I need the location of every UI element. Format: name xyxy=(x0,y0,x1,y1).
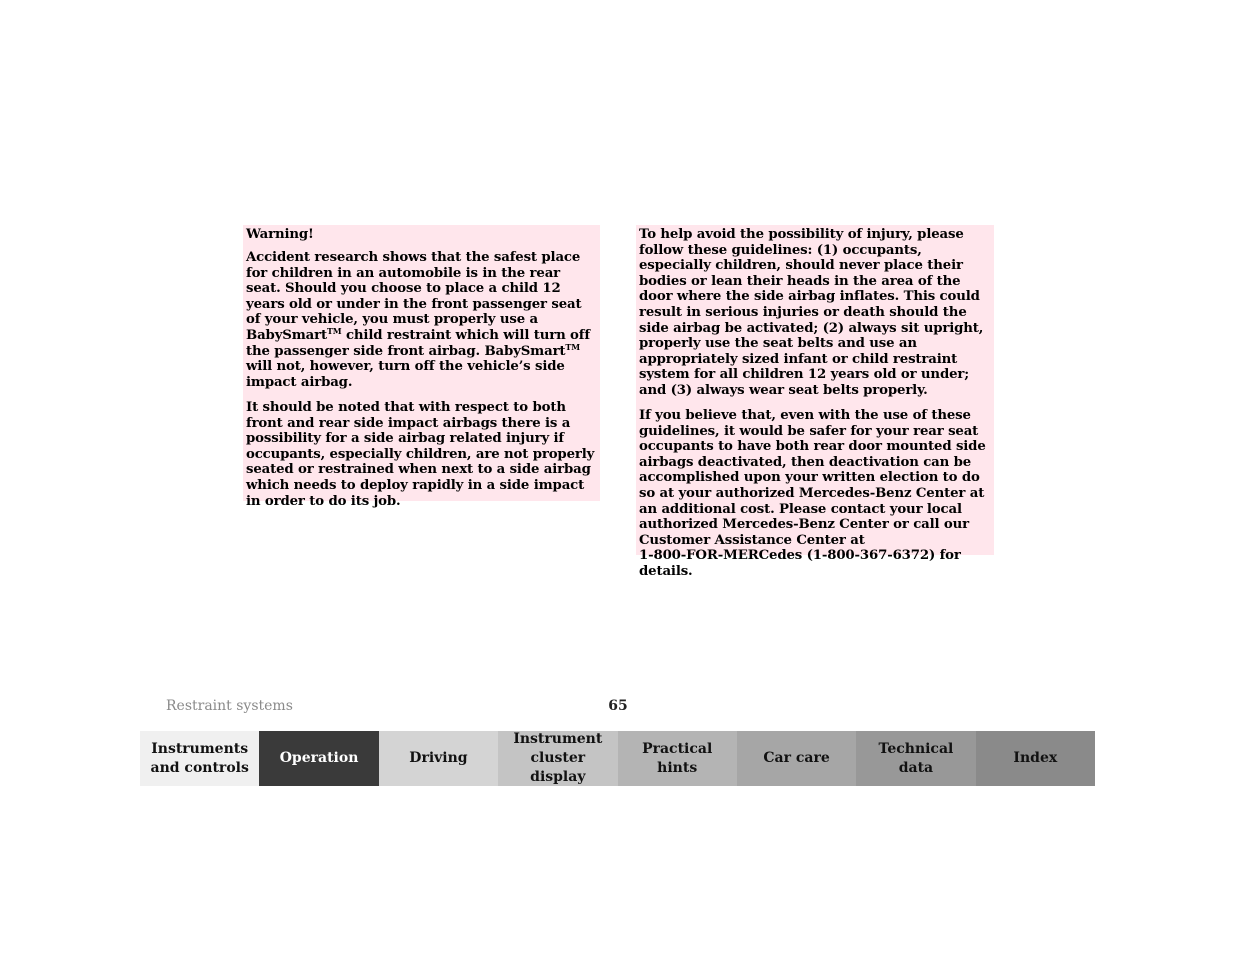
warning-paragraph-1: Accident research shows that the safest place for children in an automobile is in the rear seat. Should you choose to place a child 12 years old or under in the front passenger seat of your vehicle, you must properly use a BabySmart™ child restraint which will turn off the passenger side front airbag. BabySmart™ will not, however, turn off the vehicle’s side impact airbag. xyxy=(246,250,590,390)
chapter-tab-bar xyxy=(140,731,1095,786)
warning-heading: Warning! xyxy=(246,227,314,242)
warning-box xyxy=(243,225,600,509)
guidelines-box xyxy=(636,225,994,579)
tab-practical-hints[interactable]: Practical hints xyxy=(618,731,737,786)
tab-operation[interactable]: Operation xyxy=(259,731,378,786)
trademark-mark: TM xyxy=(565,341,580,352)
tab-index[interactable]: Index xyxy=(976,731,1095,786)
tab-driving[interactable]: Driving xyxy=(379,731,498,786)
page-number: 65 xyxy=(608,698,628,714)
warning-paragraph-2: It should be noted that with respect to both front and rear side impact airbags there is a possibility for a side airbag related injury if occupants, especially children, are not properly seated or restrained when next to a side airbag which needs to deploy rapidly in a side impact in order to do its job. xyxy=(246,399,595,509)
tab-instrument-cluster-display[interactable]: Instrument cluster display xyxy=(498,731,617,786)
phone-line: 1-800-FOR-MERCedes (1-800-367-6372) for details. xyxy=(639,548,961,579)
guidelines-paragraph-2: If you believe that, even with the use of these guidelines, it would be safer for your rear seat occupants to have both rear door mounted side airbags deactivated, then deactivation can be accomplished upon your written election to do so at your authorized Mercedes-Benz Center at an additional cost. Please contact your local authorized Mercedes-Benz Center or call our Customer Assistance Center at 1-800-FOR-MERCedes (1-800-367-6372) for details. xyxy=(639,408,986,579)
tab-car-care[interactable]: Car care xyxy=(737,731,856,786)
trademark-mark: TM xyxy=(326,326,342,337)
section-title: Restraint systems xyxy=(166,698,293,714)
tab-instruments-and-controls[interactable]: Instruments and controls xyxy=(140,731,259,786)
guidelines-paragraph-1: To help avoid the possibility of injury, please follow these guidelines: (1) occupants, especially children, should never place their bodies or lean their heads in the area of the door where the side airbag inflates. This could result in serious injuries or death should the side airbag be activated; (2) always sit upright, properly use the seat belts and use an appropriately sized infant or child restraint system for all children 12 years old or under; and (3) always wear seat belts properly. xyxy=(639,227,984,398)
tab-technical-data[interactable]: Technical data xyxy=(856,731,975,786)
